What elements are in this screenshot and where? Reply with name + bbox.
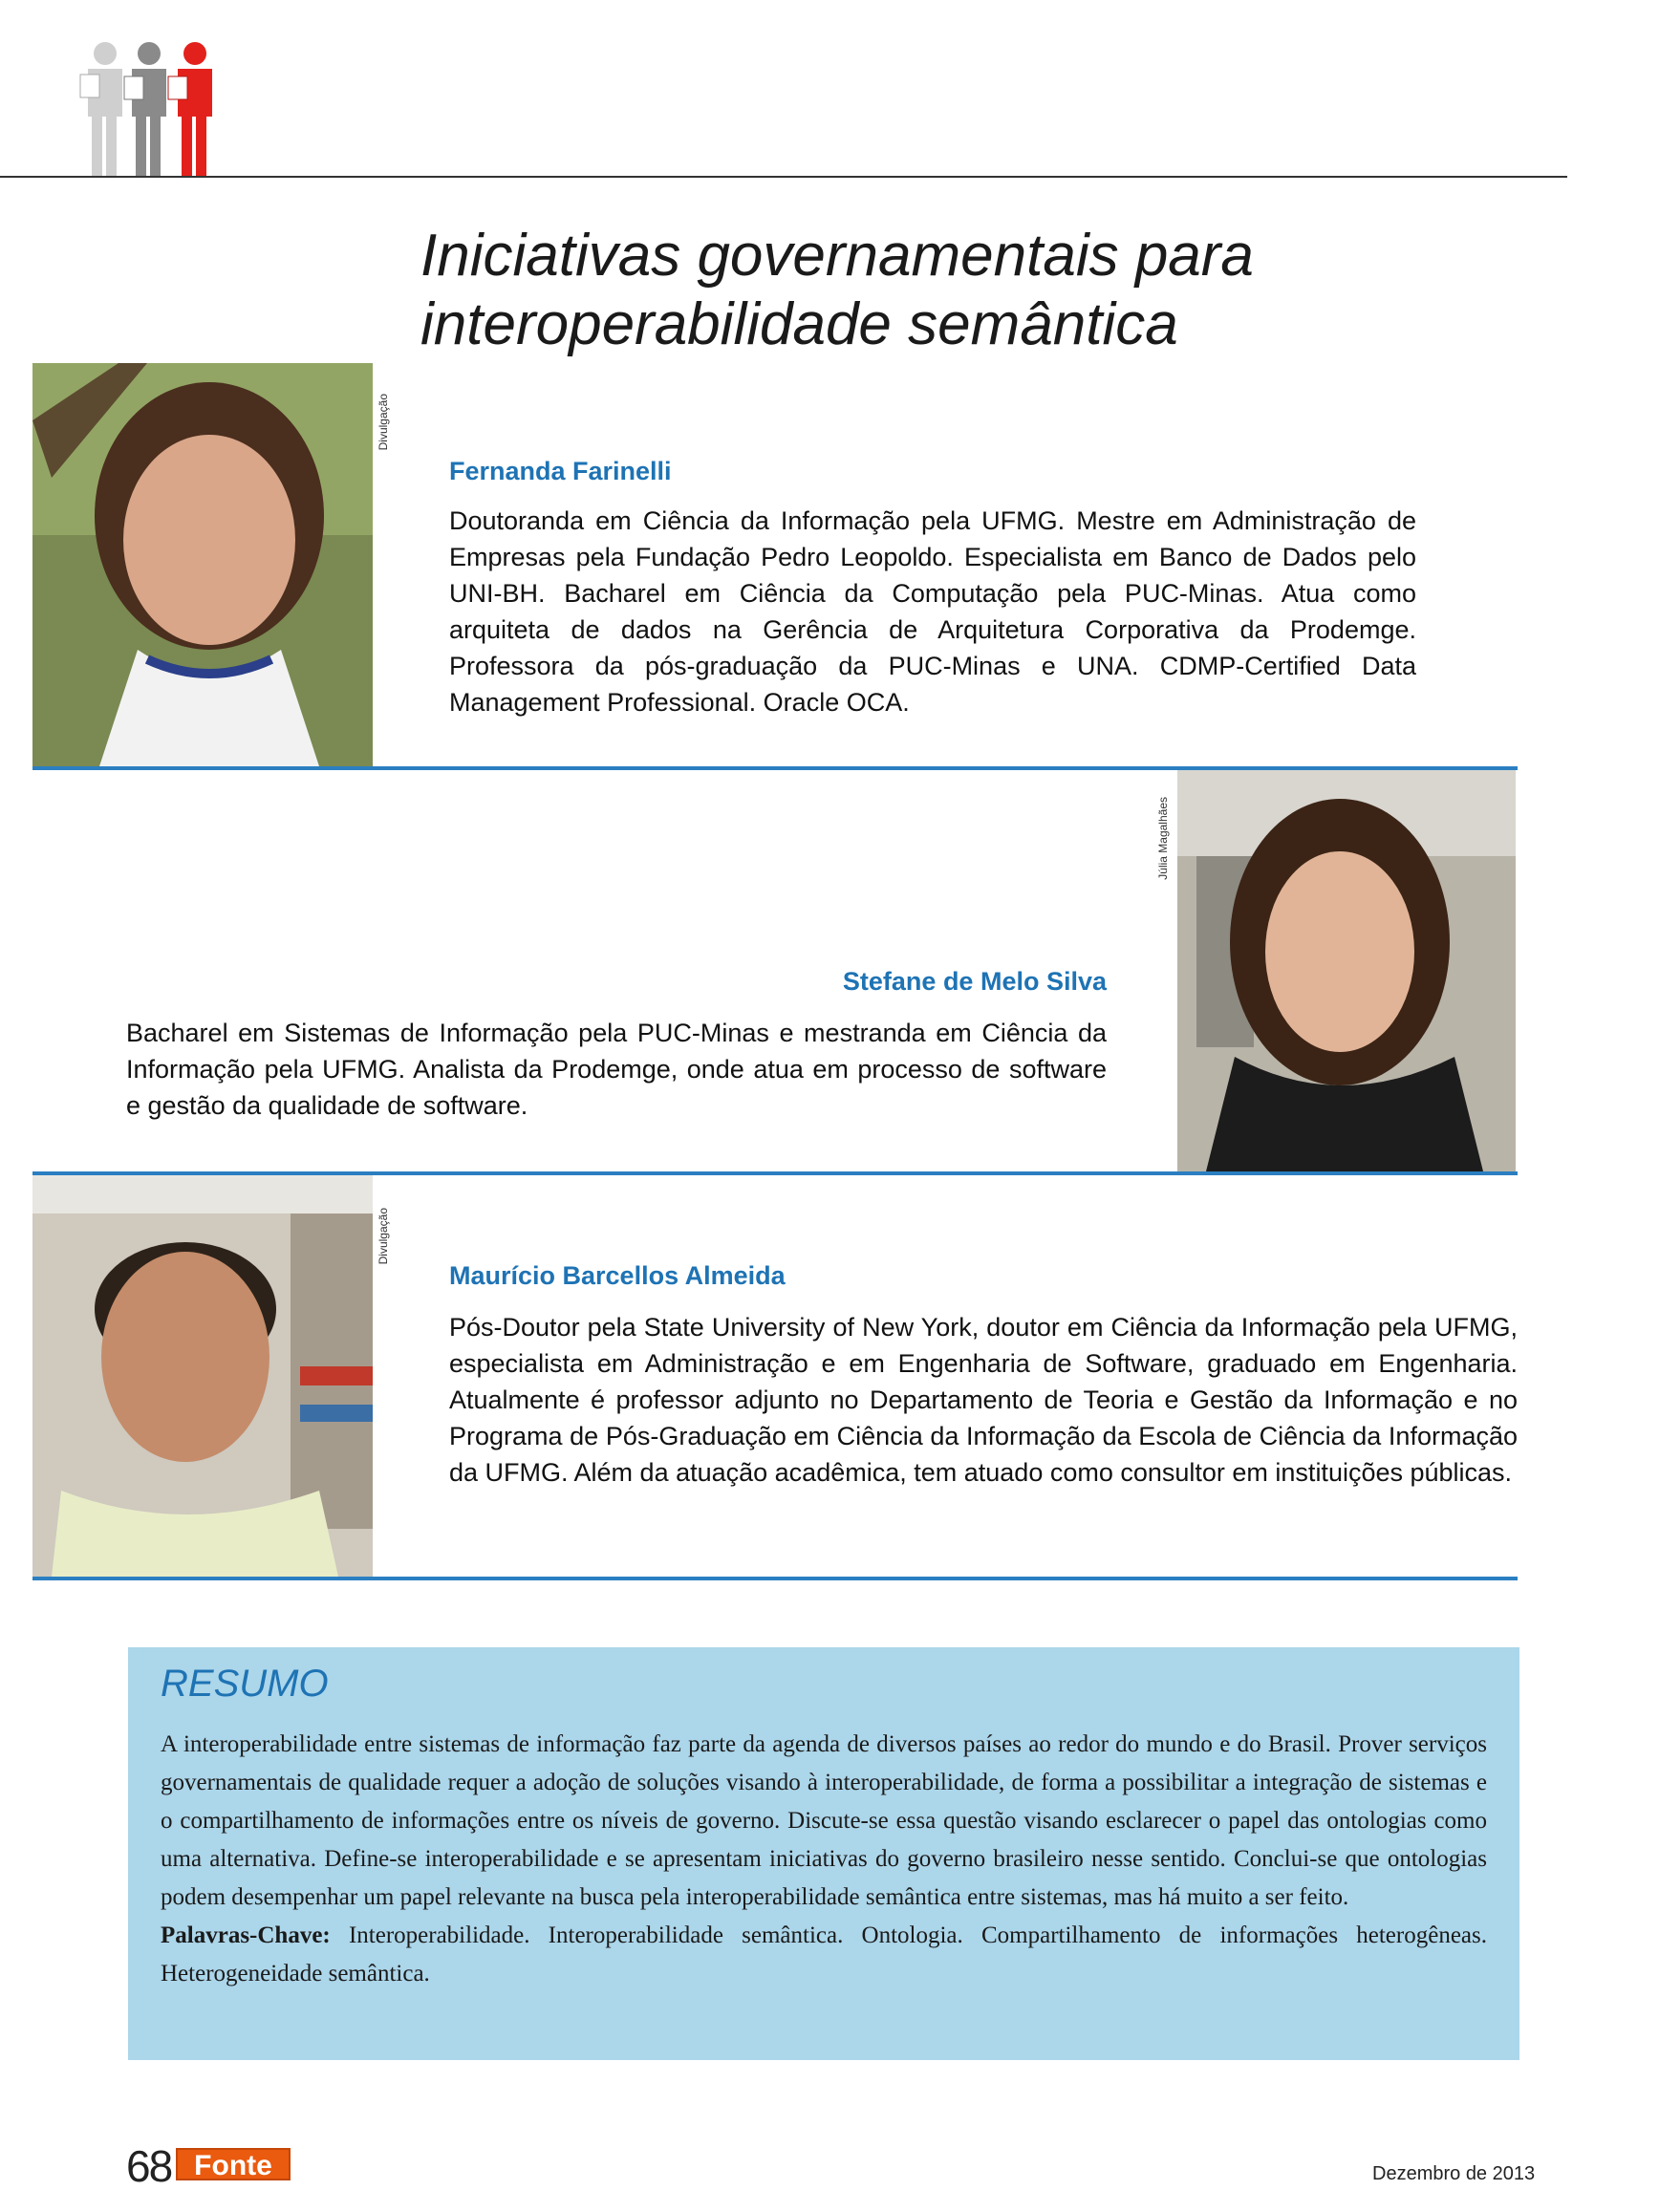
author-bio: Bacharel em Sistemas de Informação pela PUC-Minas e mestranda em Ciência da Informação pela UFMG. Analista da Prodemge, onde atua em processo de software e gestão da qualidade de software. [126, 1019, 1107, 1120]
resumo-body [161, 1726, 1487, 1993]
title-line-1: Iniciativas governamentais para [420, 223, 1254, 289]
photo-credit: Divulgação [377, 394, 390, 451]
resumo-text: A interoperabilidade entre sistemas de informação faz parte da agenda de diversos países ao redor do mundo e do Brasil. Prover serviços governamentais de qualidade requer a adoção de soluções visando à interoperabilidade, de forma a possibilitar a integração de sistemas e o compartilhamento de informações entre os níveis de governo. Discute-se essa questão visando esclarecer o papel das ontologias como uma alternativa. Define-se interoperabilidade e se apresentam iniciativas do governo brasileiro nesse sentido. Conclui-se que ontologias podem desempenhar um papel relevante na busca pela interoperabilidade semântica entre sistemas, mas há muito a ser feito. [161, 1731, 1487, 1910]
author-name: Maurício Barcellos Almeida [449, 1261, 786, 1290]
page-number: 68 [126, 2141, 172, 2191]
article-title [420, 222, 1567, 359]
keywords [161, 1917, 1487, 1993]
header-rule [0, 176, 1567, 178]
people-group-icon [76, 38, 229, 182]
author-photo-stefane [1177, 770, 1516, 1171]
photo-credit: Divulgação [377, 1208, 390, 1265]
section-divider [32, 1577, 1518, 1580]
author-photo-mauricio [32, 1175, 373, 1577]
keywords-label: Palavras-Chave: [161, 1922, 331, 1948]
author-name: Stefane de Melo Silva [842, 967, 1107, 996]
photo-credit: Júlia Magalhães [1156, 797, 1170, 880]
author-photo-fernanda [32, 363, 373, 766]
title-line-2: interoperabilidade semântica [420, 291, 1178, 357]
keywords-text: Interoperabilidade. Interoperabilidade semântica. Ontologia. Compartilhamento de informações heterogêneas. Heterogeneidade semântica. [161, 1922, 1487, 1987]
issue-date: Dezembro de 2013 [1372, 2163, 1536, 2184]
author-bio: Pós-Doutor pela State University of New York, doutor em Ciência da Informação pela UFMG, especialista em Administração e em Engenharia de Software, graduado em Engenharia. Atualmente é professor adjunto no Departamento de Teoria e Gestão da Informação e no Programa de Pós-Graduação em Ciência da Informação da Escola de Ciência da Informação da UFMG. Além da atuação acadêmica, tem atuado como consultor em instituições públicas. [449, 1313, 1518, 1487]
resumo-heading: RESUMO [161, 1663, 329, 1705]
author-bio: Doutoranda em Ciência da Informação pela UFMG. Mestre em Administração de Empresas pela Fundação Pedro Leopoldo. Especialista em Banco de Dados pelo UNI-BH. Bacharel em Ciência da Computação pela PUC-Minas. Atua como arquiteta de dados na Gerência de Arquitetura Corporativa da Prodemge. Professora da pós-graduação da PUC-Minas e UNA. CDMP-Certified Data Management Professional. Oracle OCA. [449, 506, 1416, 717]
fonte-logo: Fonte [176, 2148, 291, 2180]
author-name: Fernanda Farinelli [449, 457, 672, 485]
